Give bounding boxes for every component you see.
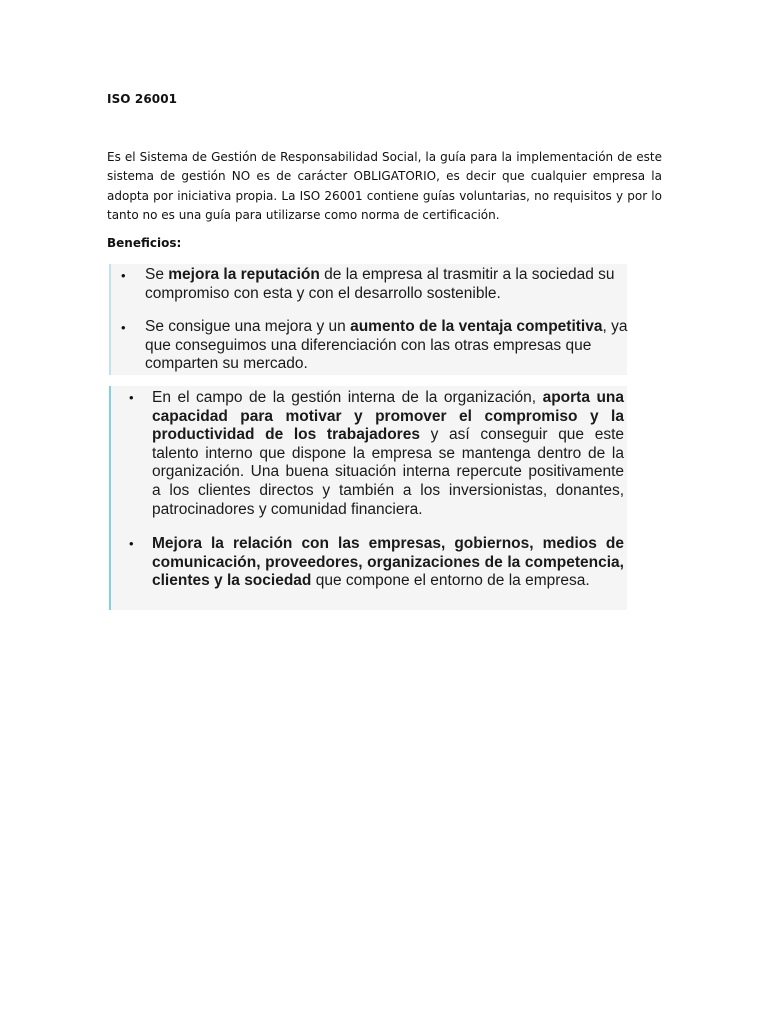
benefits-block-1 <box>109 264 627 375</box>
document-title: ISO 26001 <box>107 92 178 106</box>
item-text-post: de la empresa al trasmitir a la sociedad su compromiso con esta y con el desarrollo sostenible. <box>145 266 615 302</box>
list-item <box>152 535 624 591</box>
item-text-pre: Se consigue una mejora y un <box>145 318 351 335</box>
bullet-icon: • <box>121 268 126 283</box>
item-text-post: , ya que conseguimos una diferenciación con las otras empresas que comparten su mercado. <box>145 318 628 373</box>
item-text-bold: mejora la reputación <box>168 266 320 283</box>
benefits-heading: Beneficios: <box>107 236 182 250</box>
list-item <box>152 389 624 519</box>
benefits-block-2 <box>109 386 627 610</box>
bullet-icon: • <box>129 536 134 551</box>
intro-paragraph: Es el Sistema de Gestión de Responsabilidad Social, la guía para la implementación de este sistema de gestión NO es de carácter OBLIGATORIO, es decir que cualquier empresa la adopta por iniciativa propia. La ISO 26001 contiene guías voluntarias, no requisitos y por lo tanto no es una guía para utilizarse como norma de certificación. <box>107 150 662 223</box>
item-text-bold: aumento de la ventaja competitiva <box>350 318 603 335</box>
item-text-bold: Mejora la relación con las empresas, gobiernos, medios de comunicación, proveedores, organizaciones de la competencia, clientes y la sociedad <box>152 535 624 590</box>
item-text-pre: Se <box>145 266 169 283</box>
bullet-icon: • <box>129 390 134 405</box>
bullet-icon: • <box>121 320 126 335</box>
list-item <box>145 266 629 303</box>
item-text-post: y así conseguir que este talento interno que dispone la empresa se mantenga dentro de la organización. Una buena situación interna repercute positivamente a los clientes directos y también a los inversionistas, donantes, patrocinadores y comunidad financiera. <box>152 426 624 518</box>
list-item <box>145 318 629 374</box>
item-text-post: que compone el entorno de la empresa. <box>311 572 590 590</box>
item-text-pre: En el campo de la gestión interna de la organización, <box>152 389 543 406</box>
item-text-bold: aporta una capacidad para motivar y promover el compromiso y la productividad de los trabajadores <box>152 389 625 444</box>
